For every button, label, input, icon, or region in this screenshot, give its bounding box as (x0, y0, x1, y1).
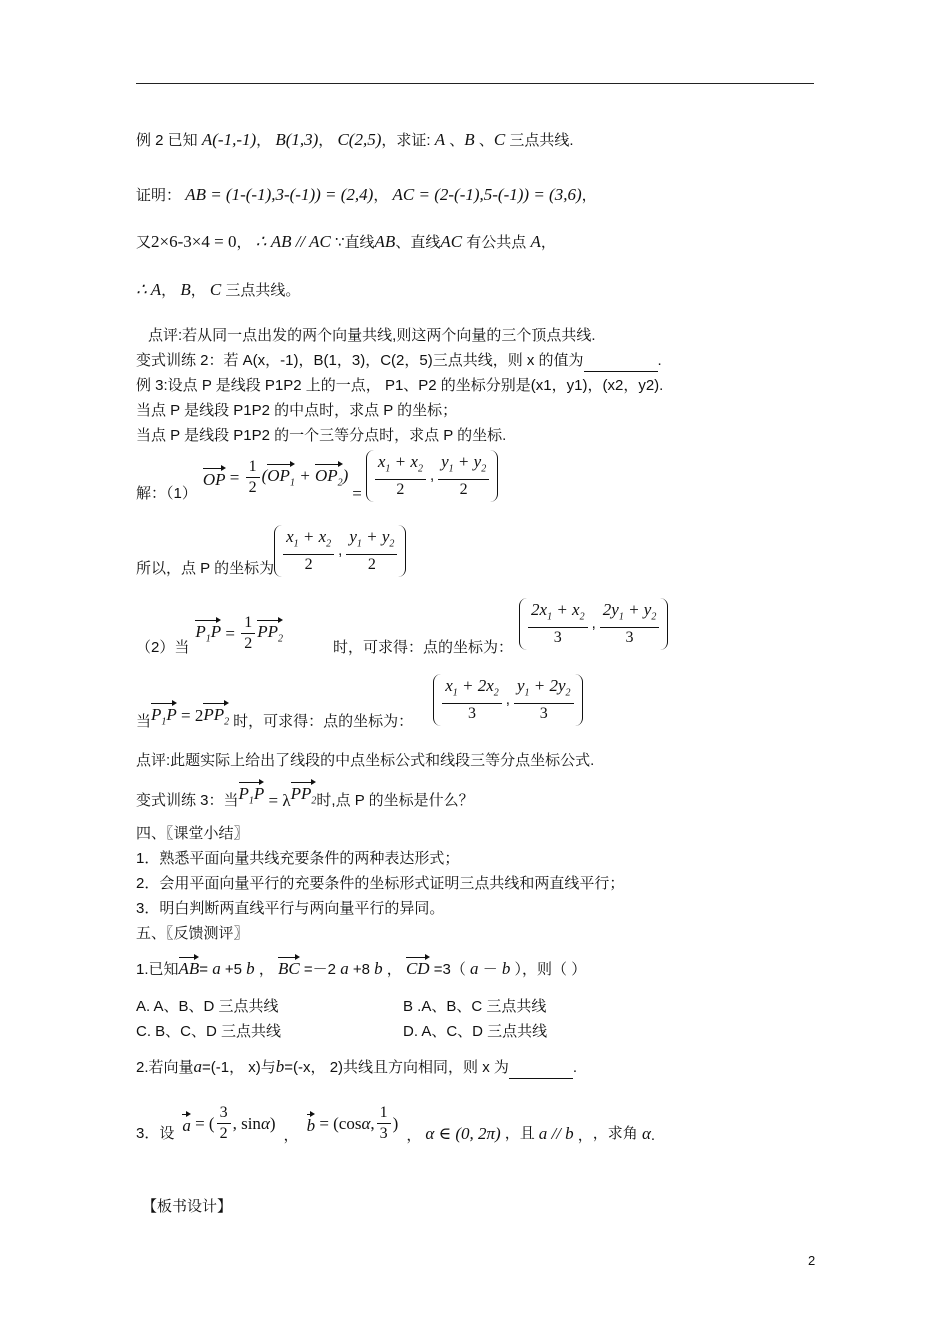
header-rule (136, 83, 814, 84)
question-2: 2.若向量a=(-1， x)与b=(-x， 2)共线且方向相同，则 x 为 . (136, 1057, 577, 1079)
question-1: 1.已知AB= a +5 b ， BC =－2 a +8 b ， CD =3（ a － b ），则（ ） (136, 955, 586, 980)
example2-proof: 证明： AB = (1-(-1),3-(-1)) = (2,4)， AC = (2-(-1),5-(-1)) = (3,6)， (136, 185, 597, 204)
solution-part3: 当 $P_1P$ = 2 $PP_2$ 时，可求得：点的坐标为： $\frac{x_1 + 2x_2}{3}$ , $\frac{y_1 + 2y_2}{3}$ (136, 676, 583, 734)
example2-statement: 例 2 已知 A(-1,-1)， B(1,3)， C(2,5)，求证: A 、B 、C 三点共线. (136, 130, 574, 149)
summary-item: 3．明白判断两直线平行与两向量平行的异同。 (136, 900, 445, 917)
example3-line3: 当点 P 是线段 P1P2 的一个三等分点时，求点 P 的坐标. (136, 427, 507, 444)
example3-line2: 当点 P 是线段 P1P2 的中点时，求点 P 的坐标； (136, 402, 458, 419)
solution-midpoint: 所以，点 P 的坐标为 $\frac{x_1 + x_2}{2}$ , $\frac{y_1 + y_2}{2}$ (136, 525, 406, 581)
feedback-heading: 五、〖反馈测评〗 (136, 925, 249, 942)
page-number: 2 (808, 1253, 816, 1268)
note-formula: 点评:此题实际上给出了线段的中点坐标公式和线段三等分点坐标公式. (136, 752, 595, 769)
solution-part1: 解：（1） OP = $\frac{1}{2}$ $(OP_1 + OP_2)$ = $\frac{x_1 + x_2}{2}$ , $\frac{y_1 + y_2}{2}$ (136, 452, 498, 508)
summary-item: 2．会用平面向量平行的充要条件的坐标形式证明三点共线和两直线平行； (136, 875, 625, 892)
q1-option-a: A. A、B、D 三点共线 (136, 998, 279, 1015)
q1-option-c: C. B、C、D 三点共线 (136, 1023, 282, 1040)
variant-training-2: 变式训练 2：若 A(x，-1)，B(1，3)，C(2，5)三点共线，则 x 的值为 . (136, 351, 662, 372)
q1-option-b: B .A、B、C 三点共线 (403, 998, 547, 1015)
summary-item: 1．熟悉平面向量共线充要条件的两种表达形式； (136, 850, 460, 867)
question-3: 3．设 a = ( $\frac{3}{2}$ , sin α ) ， b = (cos α , $\frac{1}{3}$ ) ， α ∈ (0, 2π) ，且 a // b ， ，求角 α . (136, 1104, 656, 1144)
example2-conclusion: ∴ A， B， C 三点共线。 (136, 280, 301, 299)
variant-training-3: 变式训练 3：当 $P_1P$ = λ $PP_2$ 时,点 P 的坐标是什么？ (136, 780, 474, 811)
note-collinear: 点评:若从同一点出发的两个向量共线,则这两个向量的三个顶点共线. (148, 327, 596, 344)
summary-heading: 四、〖课堂小结〗 (136, 825, 249, 842)
example3-line1: 例 3:设点 P 是线段 P1P2 上的一点， P1、P2 的坐标分别是(x1，y1)，(x2，y2). (136, 377, 664, 394)
q1-option-d: D. A、C、D 三点共线 (403, 1023, 548, 1040)
board-design: 【板书设计】 (142, 1198, 233, 1215)
solution-part2: （2）当 $P_1P$ = $\frac{1}{2}$ $PP_2$ 时，可求得：点的坐标为： $\frac{2x_1 + x_2}{3}$ , $\frac{2y_1 + y_2}{3}$ (136, 598, 668, 660)
example2-parallel: 又2×6-3×4 = 0， ∴ AB // AC ∵直线AB、直线AC 有公共点 A， (136, 232, 556, 251)
